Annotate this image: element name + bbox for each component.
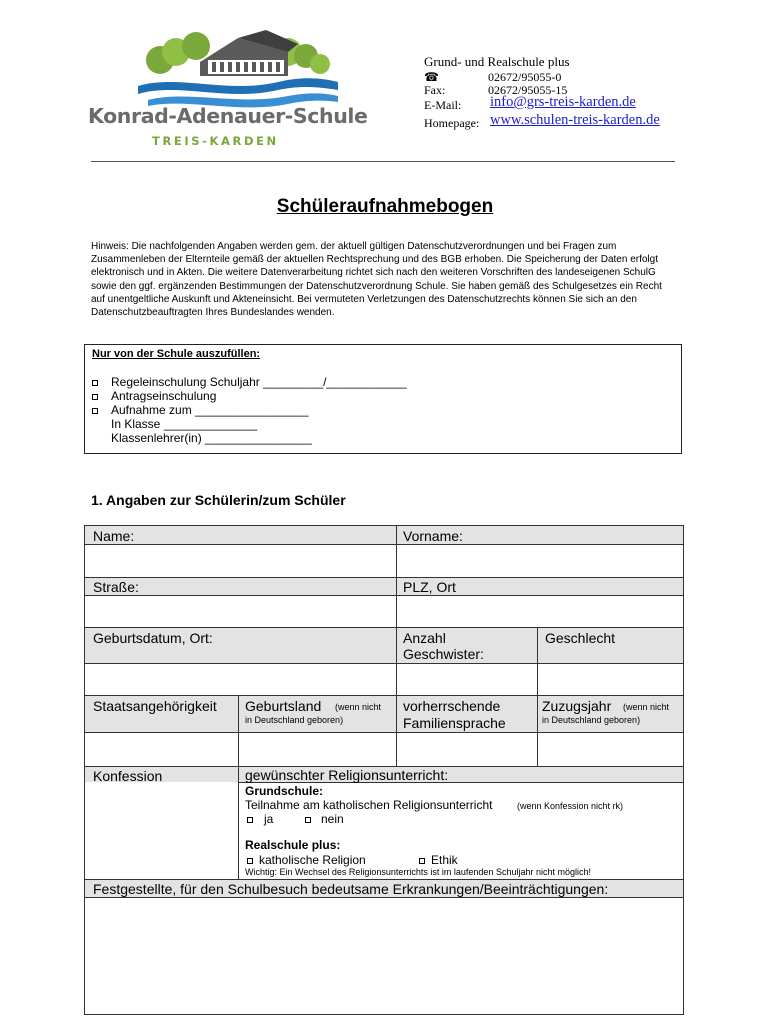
option-antragseinschulung: Antragseinschulung <box>111 389 217 403</box>
grid-line <box>396 627 397 766</box>
checkbox-ethik[interactable] <box>419 858 425 864</box>
grid-line <box>85 595 683 596</box>
checkbox-ja[interactable] <box>247 817 253 823</box>
school-type: Grund- und Realschule plus <box>424 54 570 69</box>
label-plz-ort: PLZ, Ort <box>403 579 456 595</box>
label-religion-header: gewünschter Religionsunterricht: <box>245 767 449 783</box>
option-aufnahme: Aufnahme zum _________________ <box>111 403 309 417</box>
field-in-klasse[interactable]: In Klasse ______________ <box>111 417 258 431</box>
header-row-name <box>85 526 683 544</box>
label-nein: nein <box>321 812 344 826</box>
label-grundschule: Grundschule: <box>245 784 324 798</box>
school-logo <box>88 30 368 150</box>
note-zuzugsjahr-1: (wenn nicht <box>623 702 670 712</box>
label-familiensprache: Familiensprache <box>403 715 506 731</box>
email-label: E-Mail: <box>424 98 462 112</box>
field-klassenlehrer[interactable]: Klassenlehrer(in) ________________ <box>111 431 312 445</box>
fax-label: Fax: <box>424 83 446 97</box>
homepage-link[interactable]: www.schulen-treis-karden.de <box>490 112 660 128</box>
grid-line <box>238 695 239 879</box>
phone-number: 02672/95055-0 <box>488 70 562 84</box>
fax-number: 02672/95055-15 <box>488 83 568 97</box>
label-vorherrschende: vorherrschende <box>403 698 501 714</box>
label-vorname: Vorname: <box>403 528 463 544</box>
label-konfession: Konfession <box>93 768 163 784</box>
grid-line <box>537 627 538 766</box>
grid-line <box>85 663 683 664</box>
label-geburtsdatum: Geburtsdatum, Ort: <box>93 630 213 646</box>
label-strasse: Straße: <box>93 579 139 595</box>
page-title: Schüleraufnahmebogen <box>276 196 494 217</box>
school-only-box <box>84 344 682 454</box>
label-geschlecht: Geschlecht <box>545 630 616 646</box>
label-geschwister: Geschwister: <box>403 646 484 662</box>
note-teilnahme: (wenn Konfession nicht rk) <box>517 801 624 811</box>
header-row-address <box>85 577 683 595</box>
note-zuzugsjahr-2: in Deutschland geboren) <box>542 715 641 725</box>
logo-town: TREIS-KARDEN <box>152 134 279 148</box>
label-realschule: Realschule plus: <box>245 838 341 852</box>
label-teilnahme: Teilnahme am katholischen Religionsunterricht <box>245 798 493 812</box>
grid-line <box>85 732 683 733</box>
student-form <box>84 525 684 1015</box>
phone-icon: ☎ <box>424 70 439 84</box>
label-ethik: Ethik <box>431 853 458 867</box>
note-wichtig: Wichtig: Ein Wechsel des Religionsunterrichts ist im laufenden Schuljahr nicht möglich! <box>245 867 591 877</box>
checkbox-antragseinschulung[interactable] <box>92 394 98 400</box>
checkbox-katholisch[interactable] <box>247 858 253 864</box>
grid-line <box>85 897 683 898</box>
grid-line <box>85 879 683 880</box>
note-geburtsland-1: (wenn nicht <box>335 702 382 712</box>
logo-building-icon <box>138 30 338 110</box>
section-1-title: 1. Angaben zur Schülerin/zum Schüler <box>91 492 346 508</box>
label-zuzugsjahr: Zuzugsjahr <box>542 698 612 714</box>
checkbox-aufnahme[interactable] <box>92 408 98 414</box>
grid-line <box>85 544 683 545</box>
label-katholisch: katholische Religion <box>259 853 366 867</box>
checkbox-regeleinschulung[interactable] <box>92 380 98 386</box>
privacy-notice: Hinweis: Die nachfolgenden Angaben werden gem. der aktuell gültigen Datenschutzverordnungen und bei Fragen zum Zusammenleben der Elternteile gemäß der aktuellen Rechtsprechung und des BGB erhoben. Die Speicherung der Daten erfolgt elektronisch und in Akten. Die weitere Datenverarbeitung richtet sich nach den weiteren Vorschriften des landeseigenen SchulG sowie den ggf. ergänzenden Bestimmungen der Datenschutzverordnung Schule. Sie haben gemäß des Schulgesetzes ein Recht auf unentgeltliche Auskunft und Akteneinsicht. Bei vermuteten Verletzungen des Datenschutzrechts können Sie sich an den Datenschutzbeauftragten Ihres Bundeslandes wenden. <box>91 241 662 319</box>
logo-name: Konrad-Adenauer-Schule <box>88 104 368 128</box>
header-divider <box>91 161 675 162</box>
grid-line <box>85 627 683 628</box>
label-anzahl: Anzahl <box>403 630 446 646</box>
grid-line <box>396 526 397 627</box>
label-staatsangehoerigkeit: Staatsangehörigkeit <box>93 698 217 714</box>
school-only-title: Nur von der Schule auszufüllen: <box>92 348 261 360</box>
grid-line <box>85 695 683 696</box>
grid-line <box>85 577 683 578</box>
label-festgestellte: Festgestellte, für den Schulbesuch bedeutsame Erkrankungen/Beeinträchtigungen: <box>93 881 609 897</box>
label-ja: ja <box>264 812 274 826</box>
note-geburtsland-2: in Deutschland geboren) <box>245 715 344 725</box>
checkbox-nein[interactable] <box>305 817 311 823</box>
email-link[interactable]: info@grs-treis-karden.de <box>490 94 636 110</box>
label-name: Name: <box>93 528 135 544</box>
option-regeleinschulung: Regeleinschulung Schuljahr _________/____________ <box>111 375 407 389</box>
homepage-label: Homepage: <box>424 116 480 130</box>
label-geburtsland: Geburtsland <box>245 698 322 714</box>
